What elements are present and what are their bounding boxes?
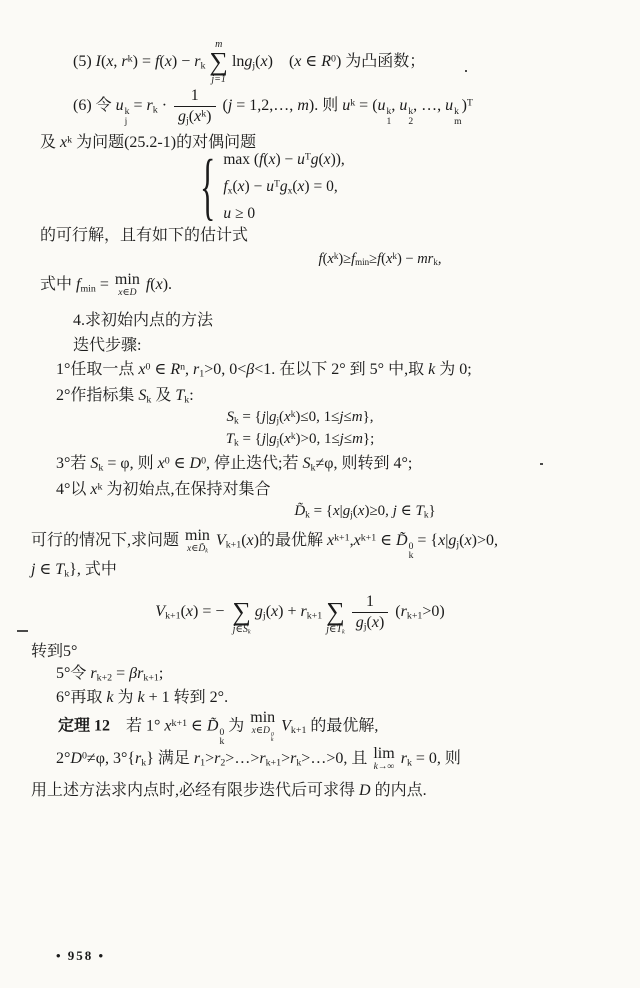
- step-6-line: 6°再取 k 为 k + 1 转到 2°.: [56, 689, 229, 706]
- dual-problem-system: [200, 143, 345, 228]
- dual-system-row-gradient: $f_x(x) - u^Tg_x(x) = 0$,: [223, 178, 338, 197]
- v-function-formula: $V_{k+1}(x)$ = − ∑ $j\in S_k$ $g_j(x) + r_{k+1}$ ∑ $j\in T_k$ $\frac{1}{g_j(x)}$ $(r_{k+1}>0)$: [155, 592, 445, 636]
- conclusion-line: 用上述方法求内点时,必经有限步迭代后可求得 D 的内点.: [31, 782, 427, 799]
- estimate-formula: $f(x^k)\ge f_{min}\ge f(x^k) - mr_k$,: [318, 250, 442, 268]
- left-brace: {: [200, 143, 216, 228]
- dual-problem-intro: 及 $x^k$ 为问题(25.2-1)的对偶问题: [40, 134, 257, 151]
- dual-system-row-nonneg: u ≥ 0: [223, 205, 256, 223]
- scan-artifact-dot: [540, 463, 543, 465]
- step-2-line: 2°作指标集 $S_k$ 及 $T_k$:: [56, 387, 194, 406]
- feasible-solution-line: 的可行解，且有如下的估计式: [40, 227, 249, 244]
- formula-item-6: (6) 令 u k j = $r_k$ · $\frac{1}{g_j(x^k)}$ (j = 1,2,…, m). 则 $u^k = (u$ k 1 , u k 2 , …, u k m )$^T$: [73, 87, 473, 127]
- step-3-line: 3°若 $S_k = \varphi$, 则 $x^0$ ∈ $D^0$, 停止迭代;若 $S_k\ne\varphi$, 则转到 4°;: [56, 455, 413, 474]
- page-number: • 958 •: [56, 948, 106, 963]
- dual-system-row-max: $\max (f(x) - u^Tg(x))$,: [223, 151, 345, 168]
- section-4-title: 4.求初始内点的方法: [73, 312, 214, 329]
- goto-step-5-line: 转到5°: [31, 643, 78, 660]
- formula-item-5: (5) I(x, $r^k) = f(x) - r_k$ m ∑ j=1 lng$_j$(x) (x ∈ $R^0$) 为凸函数；: [73, 39, 426, 85]
- step-5-line: 5°令 $r_{k+2} = \beta r_{k+1}$;: [56, 665, 164, 684]
- iteration-steps-label: 迭代步骤:: [73, 337, 142, 354]
- scan-artifact-dot: [465, 70, 467, 72]
- feasible-paragraph-line-2: j ∈ $T_k$}, 式中: [31, 561, 117, 580]
- scan-artifact-dash: [17, 630, 28, 632]
- fmin-definition-line: 式中 $f_{min}$ = min x∈D f(x).: [40, 271, 173, 298]
- feasible-paragraph-line-1: 可行的情况下,求问题 min $x\in D̃_k$ $V_{k+1}(x)$的最优解 $x^{k+1},x^{k+1}$ ∈ D̃ 0 k = {$x|g_j(x)>0$,: [31, 527, 498, 562]
- step-4-line: 4°以 $x^k$ 为初始点,在保持对集合: [56, 481, 271, 498]
- set-dk-formula: $D̃_k = \{x|g_j(x)\ge 0$, j ∈ $T_k$}: [294, 503, 436, 521]
- theorem-12-conditions-line: $2^\circ D^0\ne\varphi$, $3^\circ\{r_k\}$ 满足 $r_1>r_2>\dots>r_{k+1}>r_k>\dots>0$, 且 lim k→∞ $r_k = 0$, 则: [56, 745, 461, 772]
- index-set-sk-formula: $S_k = \{j|g_j(x^k)\le 0$, 1≤j≤m},: [226, 409, 374, 427]
- step-1-line: 1°任取一点 $x^0$ ∈ $R^n$, $r_1>0$, 0<β<1. 在以下 2° 到 5° 中,取 k 为 0;: [56, 361, 472, 380]
- theorem-12-line: 定理 12 若 1° $x^{k+1}$ ∈ D̃ 0 k 为 min x∈D 0 k $V_{k+1}$ 的最优解,: [58, 709, 379, 747]
- index-set-tk-formula: $T_k = \{j|g_j(x^k)>0$, 1≤j≤m};: [225, 431, 375, 449]
